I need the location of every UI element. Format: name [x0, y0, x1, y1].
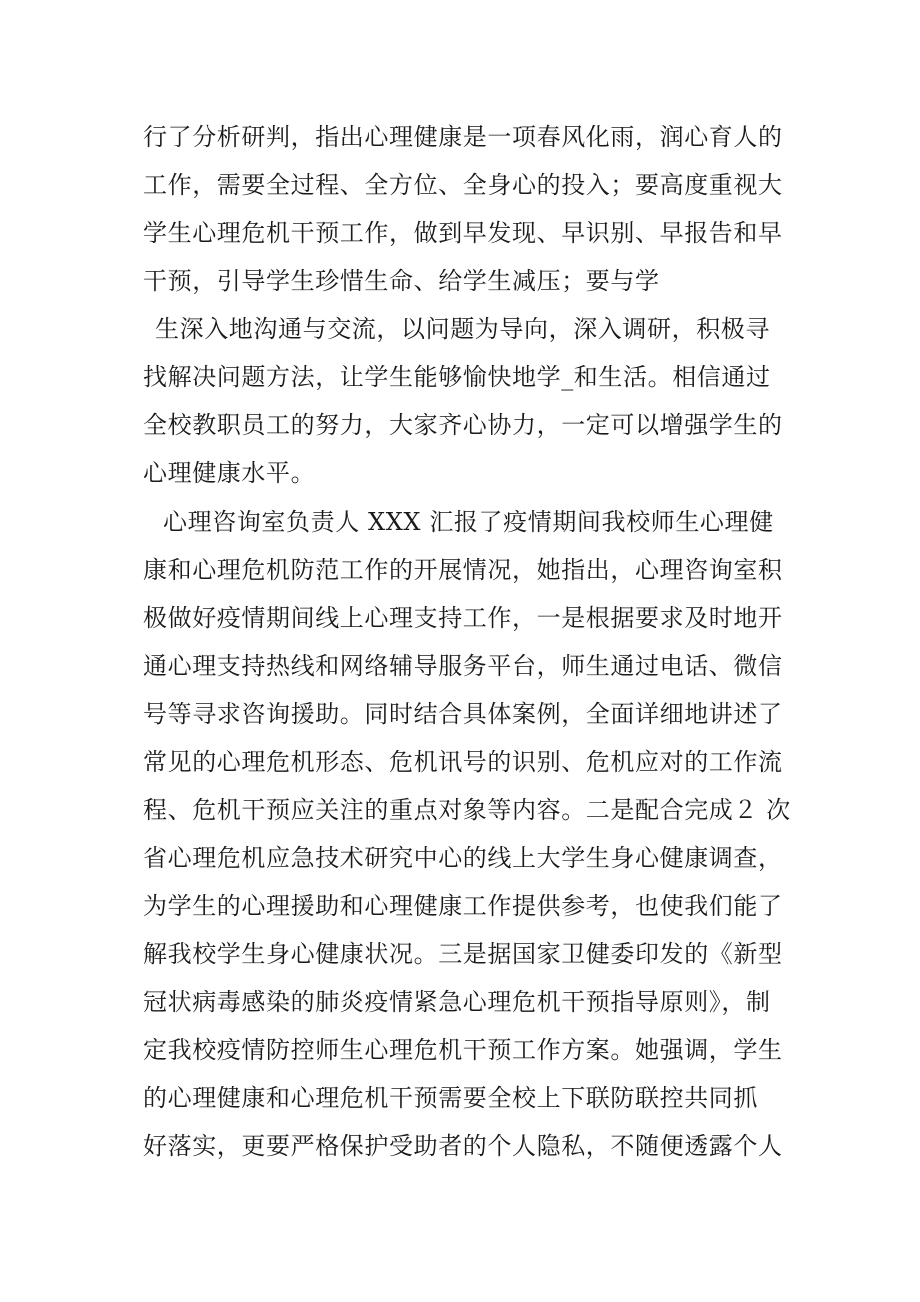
- text-line: 找解决问题方法，让学生能够愉快地学_和生活。相信通过: [143, 363, 771, 391]
- text-line: 学生心理危机干预工作，做到早发现、早识别、早报告和早: [143, 219, 783, 247]
- text-line: 极做好疫情期间线上心理支持工作，一是根据要求及时地开: [143, 604, 783, 632]
- text-line: 解我校学生身心健康状况。三是据国家卫健委印发的《新型: [143, 940, 783, 968]
- text-line: 好落实，更要严格保护受助者的个人隐私，不随便透露个人: [143, 1132, 783, 1160]
- text-line: 心理咨询室负责人 XXX 汇报了疫情期间我校师生心理健: [163, 508, 774, 536]
- text-line: 通心理支持热线和网络辅导服务平台，师生通过电话、微信: [143, 652, 783, 680]
- text-line: 工作，需要全过程、全方位、全身心的投入；要高度重视大: [143, 171, 783, 199]
- text-line: 为学生的心理援助和心理健康工作提供参考，也使我们能了: [143, 892, 783, 920]
- text-line: 省心理危机应急技术研究中心的线上大学生身心健康调查，: [143, 844, 783, 872]
- text-line: 程、危机干预应关注的重点对象等内容。二是配合完成２ 次: [143, 796, 791, 824]
- text-line: 的心理健康和心理危机干预需要全校上下联防联控共同抓: [143, 1084, 758, 1112]
- text-line: 康和心理危机防范工作的开展情况，她指出，心理咨询室积: [143, 556, 783, 584]
- text-line: 号等寻求咨询援助。同时结合具体案例，全面详细地讲述了: [143, 700, 783, 728]
- text-line: 全校教职员工的努力，大家齐心协力，一定可以增强学生的: [143, 411, 783, 439]
- text-line: 常见的心理危机形态、危机讯号的识别、危机应对的工作流: [143, 748, 783, 776]
- text-line: 心理健康水平。: [143, 459, 316, 487]
- text-line: 生深入地沟通与交流，以问题为导向，深入调研，积极寻: [155, 315, 770, 343]
- text-line: 行了分析研判，指出心理健康是一项春风化雨，润心育人的: [143, 123, 783, 151]
- text-line: 定我校疫情防控师生心理危机干预工作方案。她强调，学生: [143, 1036, 783, 1064]
- text-line: 干预，引导学生珍惜生命、给学生减压；要与学: [143, 267, 660, 295]
- text-line: 冠状病毒感染的肺炎疫情紧急心理危机干预指导原则》，制: [143, 988, 771, 1016]
